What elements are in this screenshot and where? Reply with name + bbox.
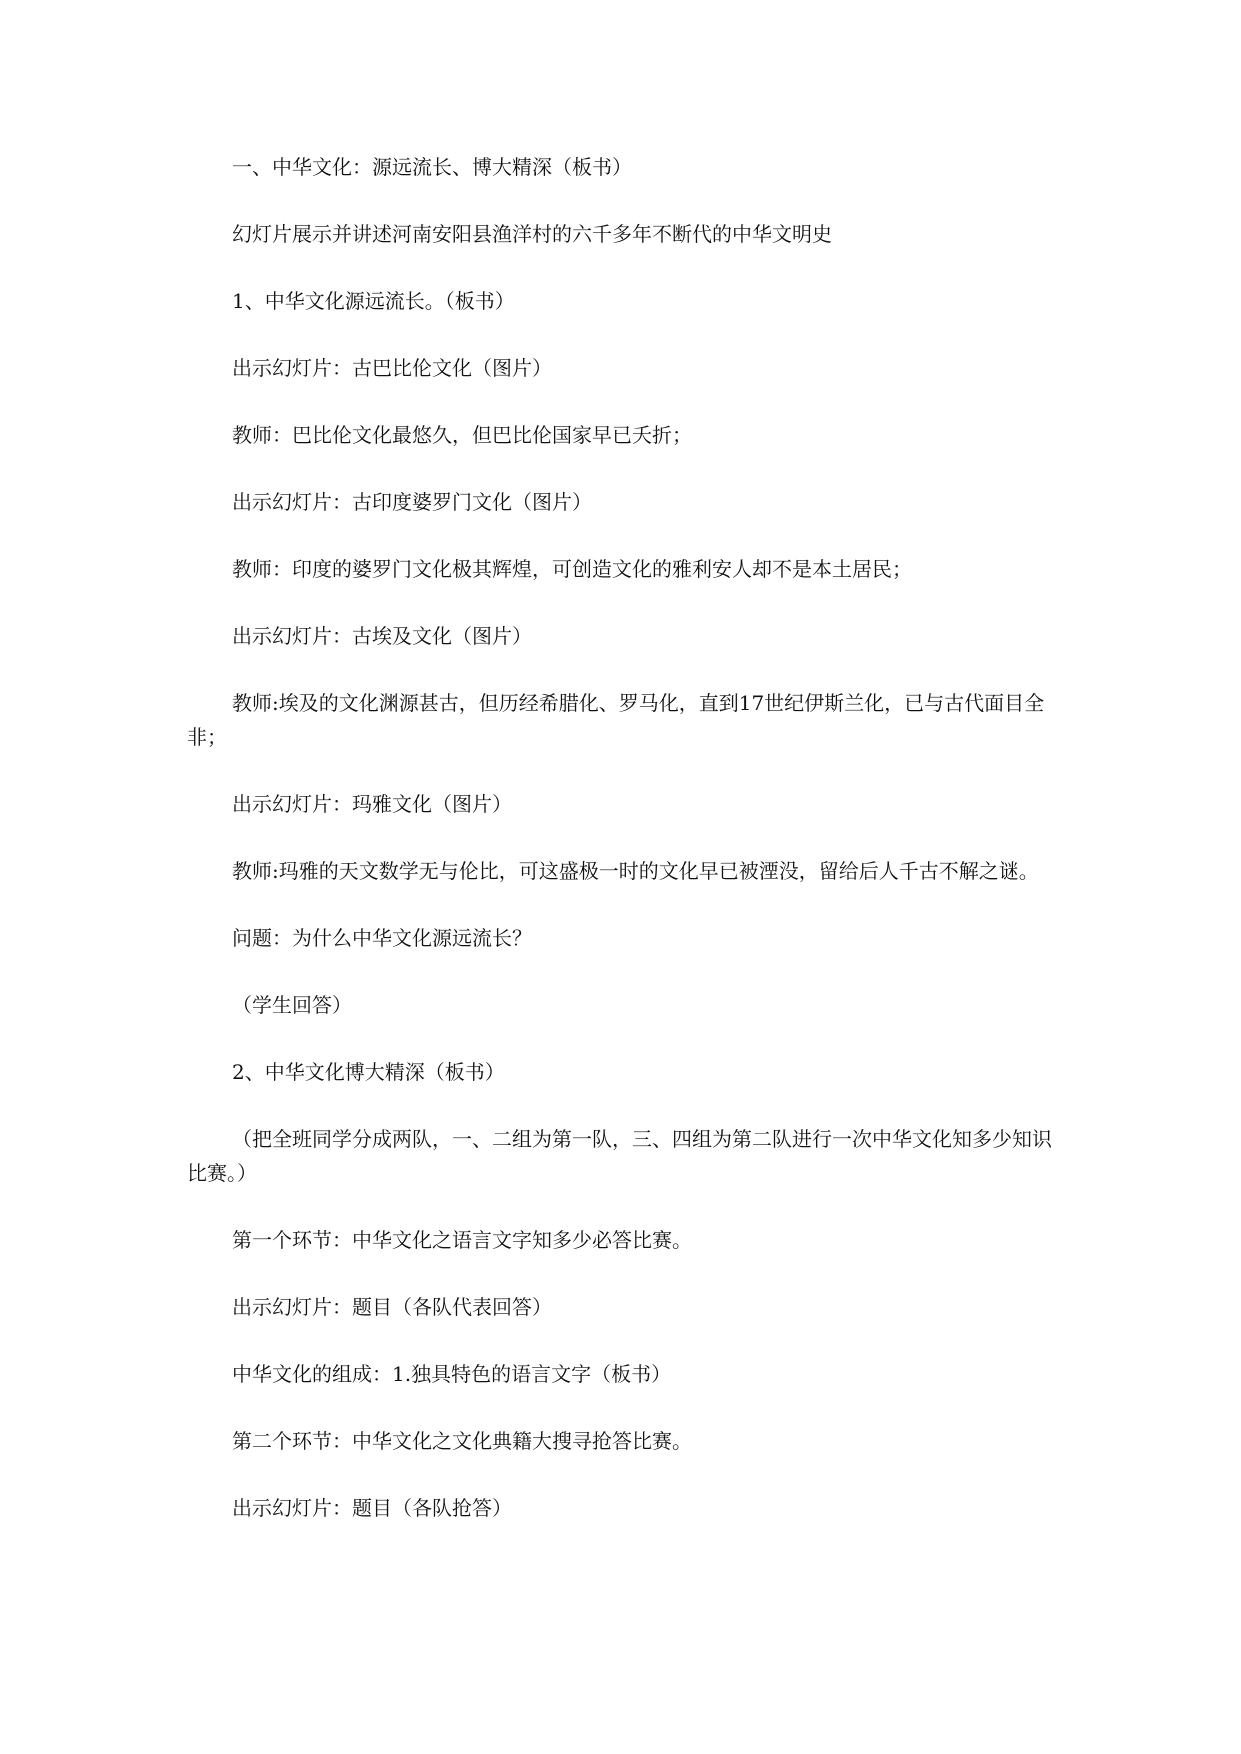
paragraph: 出示幻灯片：玛雅文化（图片） (232, 792, 512, 816)
paragraph: 问题：为什么中华文化源远流长？ (232, 926, 532, 950)
paragraph: 出示幻灯片：古印度婆罗门文化（图片） (232, 490, 592, 514)
subsection-heading: 1、中华文化源远流长。（板书） (232, 289, 515, 313)
paragraph: 教师:埃及的文化渊源甚古，但历经希腊化、罗马化，直到17世纪伊斯兰化，已与古代面目全非； (187, 691, 1045, 749)
paragraph: 幻灯片展示并讲述河南安阳县渔洋村的六千多年不断代的中华文明史 (232, 222, 832, 246)
section-heading: 一、中华文化：源远流长、博大精深（板书） (232, 155, 632, 179)
paragraph: 出示幻灯片：题目（各队代表回答） (232, 1295, 552, 1319)
paragraph: （学生回答） (232, 993, 352, 1017)
paragraph: 第一个环节：中华文化之语言文字知多少必答比赛。 (232, 1228, 692, 1252)
paragraph: 出示幻灯片：题目（各队抢答） (232, 1496, 512, 1520)
paragraph: 教师:玛雅的天文数学无与伦比，可这盛极一时的文化早已被湮没，留给后人千古不解之谜。 (232, 859, 1039, 883)
paragraph: 教师：印度的婆罗门文化极其辉煌，可创造文化的雅利安人却不是本土居民； (232, 557, 912, 581)
paragraph: 出示幻灯片：古巴比伦文化（图片） (232, 356, 552, 380)
subsection-heading: 2、中华文化博大精深（板书） (232, 1060, 505, 1084)
document-body (187, 150, 1057, 1525)
paragraph: 教师：巴比伦文化最悠久，但巴比伦国家早已夭折； (232, 423, 692, 447)
paragraph: 中华文化的组成：1.独具特色的语言文字（板书） (232, 1362, 672, 1386)
paragraph: （把全班同学分成两队，一、二组为第一队，三、四组为第二队进行一次中华文化知多少知识比赛。） (187, 1127, 1052, 1185)
paragraph: 第二个环节：中华文化之文化典籍大搜寻抢答比赛。 (232, 1429, 692, 1453)
paragraph: 出示幻灯片：古埃及文化（图片） (232, 624, 532, 648)
